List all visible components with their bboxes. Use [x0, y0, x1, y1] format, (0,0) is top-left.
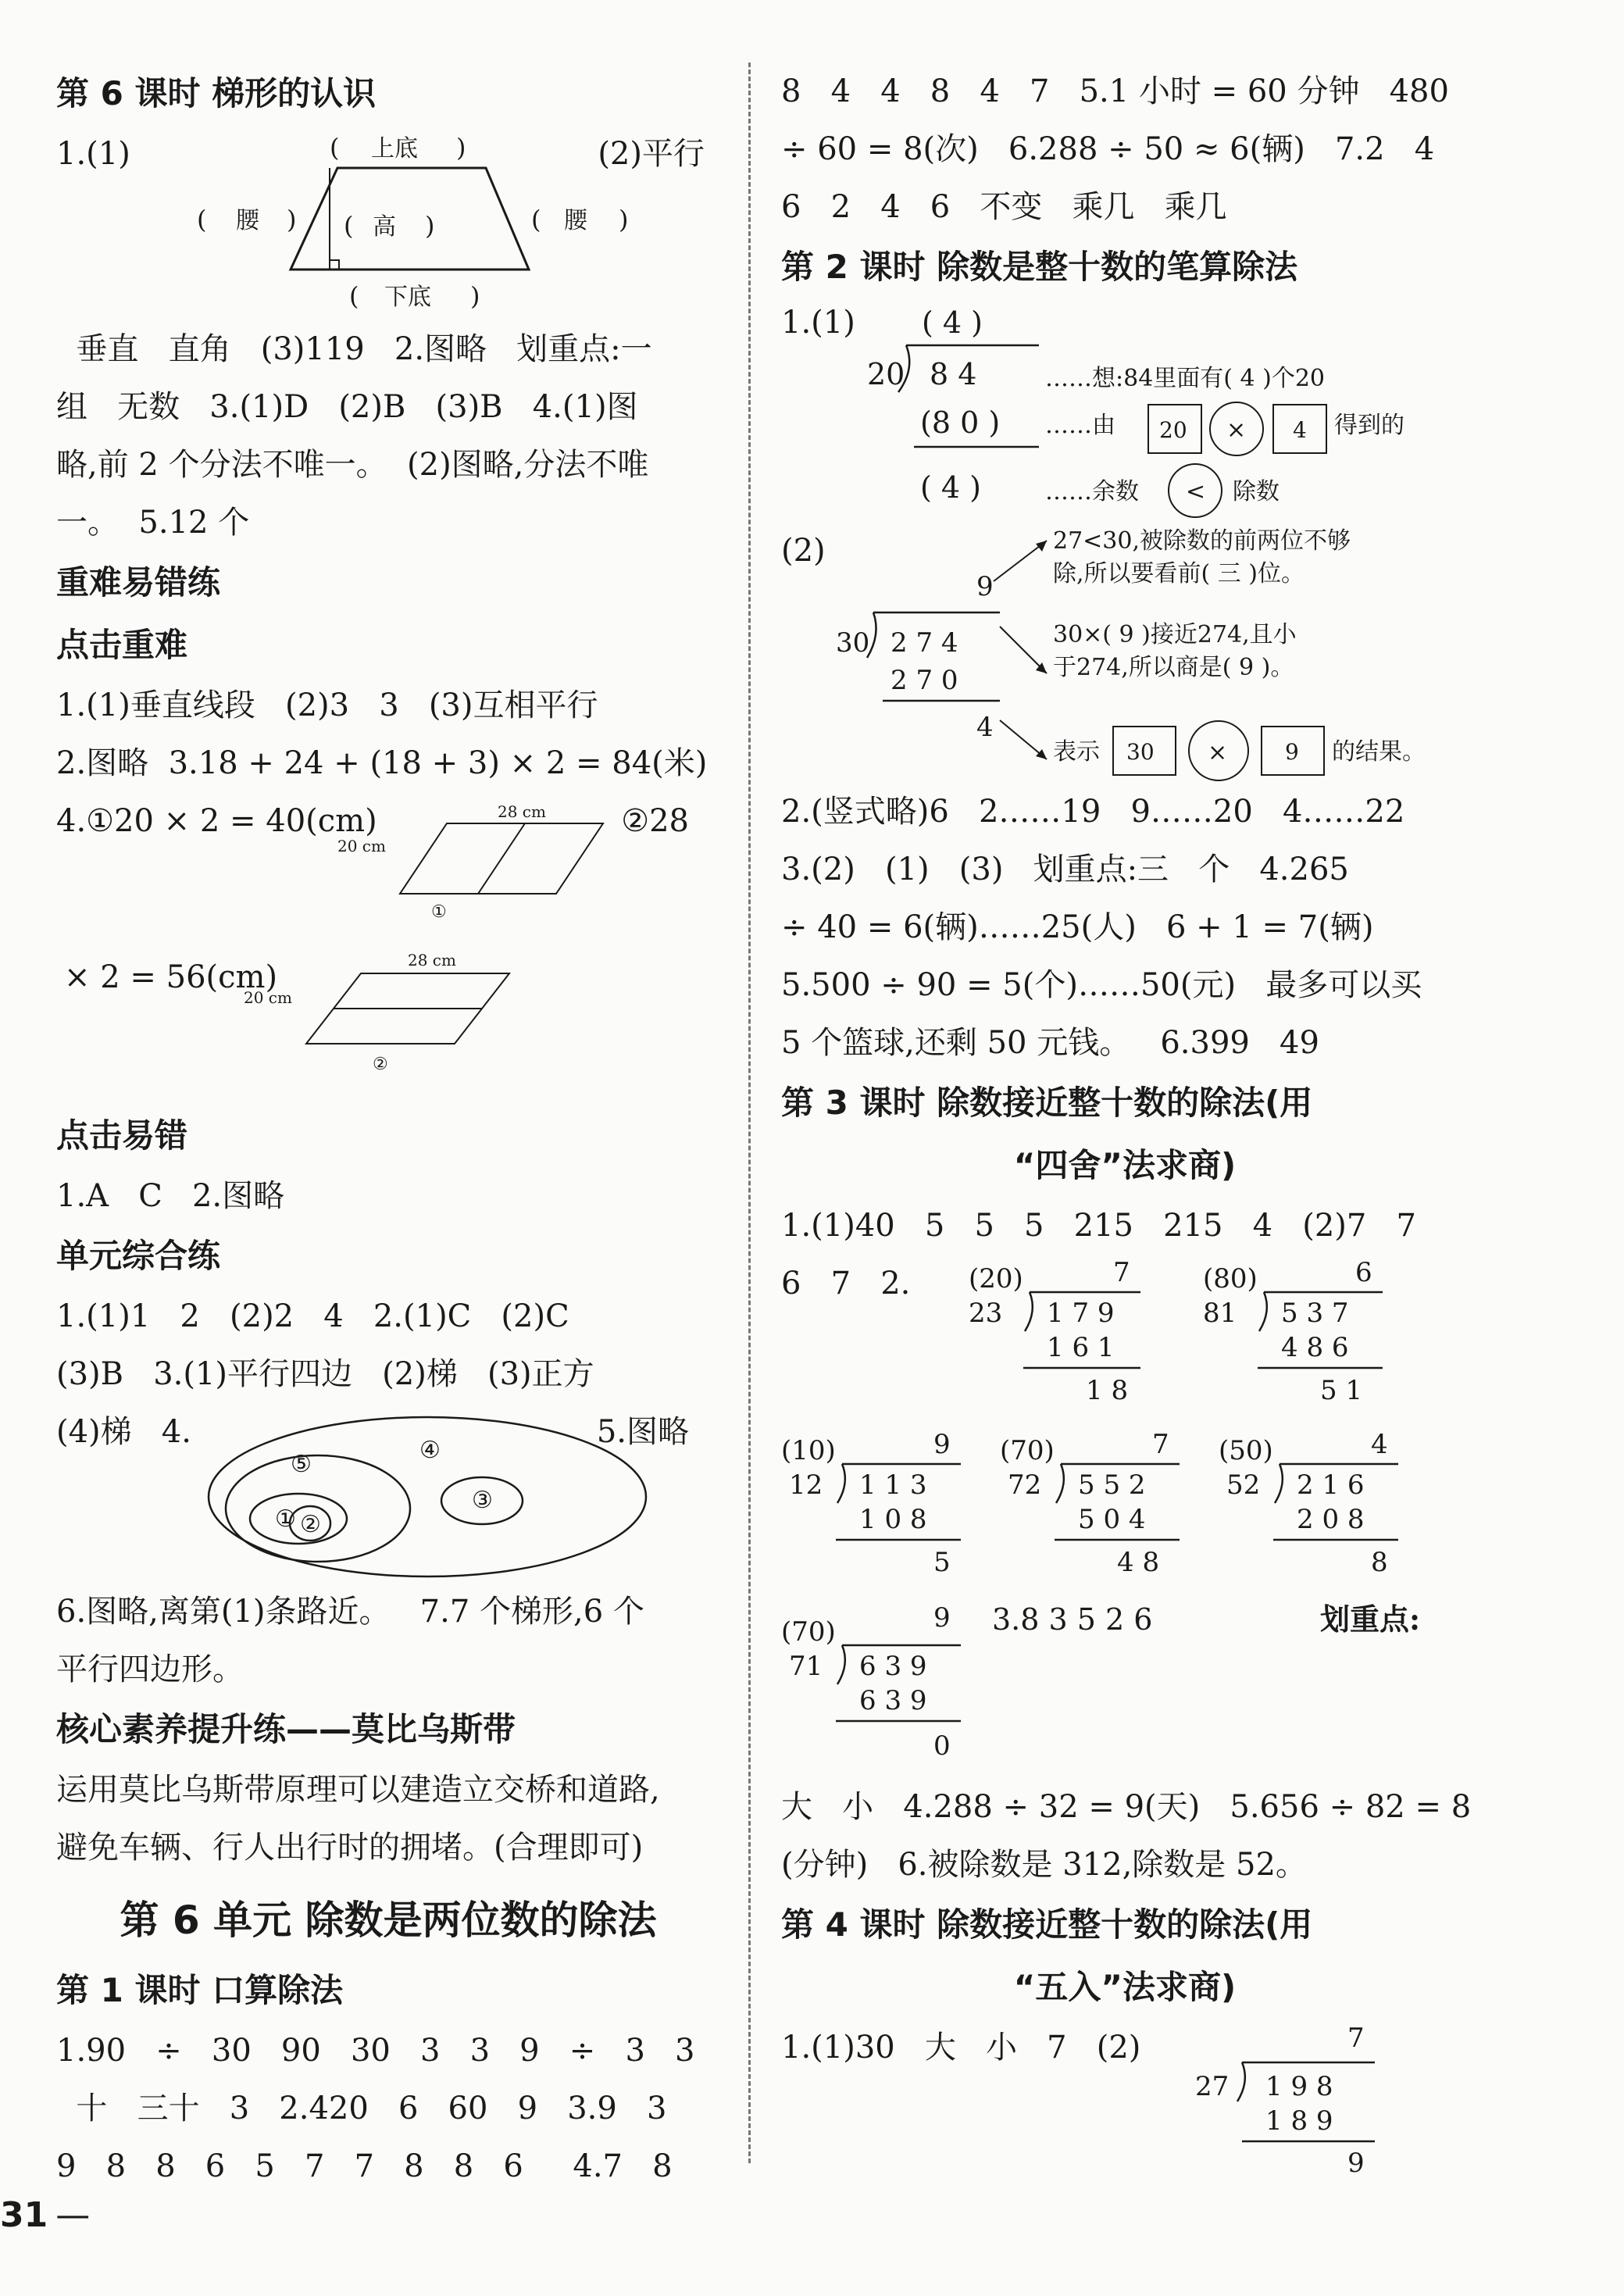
svg-text:(: ( [330, 133, 340, 162]
calc-divisor: 12 [789, 1469, 823, 1501]
venn-label-4: ④ [419, 1437, 441, 1464]
div2-divisor: 30 [836, 627, 870, 659]
left-column [56, 62, 720, 2195]
calc-row-3 [781, 1598, 1469, 1778]
calc-divisor: 72 [1008, 1469, 1042, 1501]
div2-note-1a: 27<30,被除数的前两位不够 [1053, 527, 1351, 555]
div1-note-1: ……想:84里面有( 4 )个20 [1045, 365, 1326, 392]
trapezoid-right-label: 腰 [564, 207, 587, 234]
parallelogram-2-top-label: 28 cm [408, 951, 456, 969]
calc-product: 1 8 9 [1265, 2105, 1333, 2137]
calc-divisor: 27 [1195, 2071, 1230, 2102]
parallelogram-2-side-label: 20 cm [244, 988, 292, 1007]
trapezoid-figure [103, 125, 650, 320]
calc-product: 1 6 1 [1047, 1332, 1115, 1363]
div1-note-3-post: 除数 [1233, 478, 1280, 505]
dy-q4-start: (4)梯 4. [56, 1414, 191, 1450]
calc-product: 5 0 4 [1078, 1504, 1146, 1535]
l2-line-5: 5 个篮球,还剩 50 元钱。 6.399 49 [781, 1025, 1319, 1061]
venn-label-1: ① [275, 1505, 296, 1533]
l3-end-line-2: (分钟) 6.被除数是 312,除数是 52。 [781, 1847, 1307, 1883]
unit-6-title: 第 6 单元 除数是两位数的除法 [120, 1898, 657, 1943]
dy-line-2: (3)B 3.(1)平行四边 (2)梯 (3)正方 [56, 1356, 594, 1392]
lesson-2-title: 第 2 课时 除数是整十数的笔算除法 [781, 248, 1298, 286]
l2-line-2: 3.(2) (1) (3) 划重点:三 个 4.265 [781, 852, 1349, 887]
calc-quotient: 9 [933, 1429, 951, 1460]
l2-line-1: 2.(竖式略)6 2……19 9……20 4……22 [781, 794, 1405, 830]
calc-quotient: 7 [1152, 1429, 1169, 1460]
div2-remainder: 4 [976, 712, 994, 743]
page-number-value: 31 [0, 2195, 48, 2235]
dy-q5: 5.图略 [596, 1414, 689, 1450]
calc-product: 1 0 8 [859, 1504, 927, 1535]
calc-row-2 [781, 1427, 1469, 1598]
div1-divisor: 20 [867, 357, 905, 391]
calc-remainder: 4 8 [1117, 1547, 1160, 1578]
page-number-dash: — [55, 2195, 91, 2235]
div2-note-2b: 于274,所以商是( 9 )。 [1053, 654, 1294, 681]
l2-line-3: ÷ 40 = 6(辆)……25(人) 6 + 1 = 7(辆) [781, 909, 1374, 945]
right-column [781, 62, 1472, 2179]
lesson-6-title: 第 6 课时 梯形的认识 [56, 74, 377, 112]
dy-line-7: 平行四边形。 [56, 1651, 244, 1687]
venn-label-2: ② [300, 1511, 321, 1538]
parallelogram-2-figure [244, 951, 603, 1112]
venn-block [56, 1403, 720, 1583]
svg-text:(: ( [349, 281, 359, 311]
calc-divisor: 52 [1226, 1469, 1261, 1501]
lesson-3-title-a: 第 3 课时 除数接近整十数的除法(用 [781, 1084, 1313, 1122]
l4-line-1: 1.(1)30 大 小 7 (2) [781, 2030, 1141, 2066]
div1-note-3-pre: ……余数 [1045, 478, 1139, 505]
calc-23 [969, 1257, 1140, 1406]
div1-dividend: 8 4 [930, 357, 977, 391]
div1-note-2-post: 得到的 [1334, 412, 1404, 439]
calc-remainder: 5 [933, 1547, 951, 1578]
q1-start: 1.(1) [56, 136, 130, 172]
div1-note-2-pre: ……由 [1045, 412, 1115, 439]
calc-52 [1219, 1429, 1398, 1578]
q4-part-c: × 2 = 56(cm) [64, 959, 278, 995]
r-top-line-1: 8 4 4 8 4 7 5.1 小时 = 60 分钟 480 [781, 73, 1449, 109]
div2-product: 2 7 0 [891, 665, 958, 696]
r-top-line-3: 6 2 4 6 不变 乘几 乘几 [781, 189, 1227, 225]
l1-line-2: 十 三十 3 2.420 6 60 9 3.9 3 [56, 2091, 667, 2126]
dy-line-1: 1.(1)1 2 (2)2 4 2.(1)C (2)C [56, 1298, 569, 1334]
l6-line-3: 略,前 2 个分法不唯一。 (2)图略,分法不唯 [56, 447, 649, 483]
lesson-4-title-a: 第 4 课时 除数接近整十数的除法(用 [781, 1905, 1313, 1944]
div2-note-3-post: 的结果。 [1332, 738, 1426, 766]
long-division-1 [781, 298, 1469, 525]
page-number [0, 2195, 90, 2235]
calc-dividend: 1 1 3 [859, 1469, 927, 1501]
dy-line-6: 6.图略,离第(1)条路近。 7.7 个梯形,6 个 [56, 1594, 644, 1630]
l2-q1-start: 1.(1) [781, 305, 855, 341]
svg-text:): ) [456, 133, 466, 162]
div2-note-3-pre: 表示 [1053, 738, 1100, 766]
div1-remainder: ( 4 ) [920, 470, 981, 505]
calc-l4-svg [781, 2019, 1469, 2179]
calc-quotient: 7 [1113, 1257, 1130, 1288]
calc-product: 6 3 9 [859, 1685, 927, 1716]
div1-box-1: 20 [1159, 417, 1187, 443]
calc-row-1-svg [781, 1255, 1469, 1427]
column-divider [748, 62, 751, 2163]
calc-hint: (10) [781, 1435, 836, 1466]
trapezoid-height-label: 高 [373, 213, 396, 241]
calc-hint: (20) [969, 1263, 1023, 1294]
svg-text:): ) [287, 205, 297, 234]
q1-part2: (2)平行 [598, 136, 705, 172]
trapezoid-top-label: 上底 [371, 135, 418, 162]
calc-remainder: 8 [1371, 1547, 1388, 1578]
calc-quotient: 6 [1355, 1257, 1372, 1288]
trapezoid-left-label: 腰 [236, 207, 259, 234]
div1-quotient: ( 4 ) [922, 305, 983, 340]
trapezoid-bottom-label: 下底 [384, 284, 431, 311]
q4-part-b: ②28 [621, 803, 689, 839]
calc-product: 4 8 6 [1281, 1332, 1349, 1363]
l3-line-2: 6 7 2. [781, 1266, 911, 1302]
div2-note-1b: 除,所以要看前( 三 )位。 [1053, 560, 1305, 587]
div1-cmp: < [1186, 478, 1206, 505]
l2-line-4: 5.500 ÷ 90 = 5(个)……50(元) 最多可以买 [781, 967, 1422, 1003]
r-top-line-2: ÷ 60 = 8(次) 6.288 ÷ 50 ≈ 6(辆) 7.2 4 [781, 131, 1435, 167]
l6-line-1: 垂直 直角 (3)119 2.图略 划重点:一 [56, 331, 652, 367]
hx-line-1: 运用莫比乌斯带原理可以建造立交桥和道路, [56, 1772, 660, 1808]
l6-line-2: 组 无数 3.(1)D (2)B (3)B 4.(1)图 [56, 389, 638, 425]
calc-row-2-svg [781, 1427, 1469, 1598]
svg-text:): ) [619, 205, 629, 234]
calc-remainder: 0 [933, 1730, 951, 1762]
venn-diagram [197, 1411, 666, 1591]
trapezoid-question [56, 125, 720, 320]
div1-op: × [1226, 416, 1247, 444]
calc-remainder: 1 8 [1086, 1375, 1129, 1406]
section-dianji-yicuo: 点击易错 [56, 1116, 188, 1155]
calc-quotient: 7 [1347, 2023, 1365, 2054]
calc-divisor: 81 [1203, 1298, 1237, 1329]
svg-text:): ) [425, 211, 435, 241]
calc-quotient: 4 [1371, 1429, 1388, 1460]
div2-op: × [1208, 739, 1228, 766]
parallelogram-2-mark: ② [373, 1055, 388, 1074]
lesson-3-title-b: “四舍”法求商) [1013, 1146, 1237, 1184]
venn-label-5: ⑤ [291, 1451, 312, 1478]
svg-text:(: ( [531, 205, 541, 234]
calc-72 [1000, 1429, 1180, 1578]
venn-label-3: ③ [472, 1487, 493, 1514]
calc-quotient: 9 [933, 1602, 951, 1634]
l3-row3-bold: 划重点: [1320, 1601, 1421, 1637]
calc-81 [1203, 1257, 1383, 1406]
calc-divisor: 23 [969, 1298, 1003, 1329]
div1-product: (8 0 ) [920, 405, 1001, 440]
calc-dividend: 6 3 9 [859, 1651, 927, 1682]
zn-line-2: 2.图略 3.18 + 24 + (18 + 3) × 2 = 84(米) [56, 745, 708, 781]
calc-dividend: 1 7 9 [1047, 1298, 1115, 1329]
calc-row-3-svg [781, 1598, 1469, 1778]
div2-box-2: 9 [1285, 739, 1299, 765]
calc-dividend: 2 1 6 [1297, 1469, 1365, 1501]
section-zhongnan: 重难易错练 [56, 563, 221, 602]
svg-text:(: ( [344, 211, 354, 241]
section-danyuan: 单元综合练 [56, 1237, 221, 1275]
parallelogram-1-block [56, 792, 720, 948]
svg-text:): ) [470, 281, 480, 311]
hx-line-2: 避免车辆、行人出行时的拥堵。(合理即可) [56, 1830, 644, 1866]
calc-dividend: 5 3 7 [1281, 1298, 1349, 1329]
calc-hint: (70) [781, 1616, 836, 1648]
calc-27 [1195, 2023, 1375, 2179]
calc-dividend: 5 5 2 [1078, 1469, 1146, 1501]
parallelogram-1-top-label: 28 cm [498, 802, 546, 821]
lesson-1-title: 第 1 课时 口算除法 [56, 1971, 344, 2009]
l2-q1-2: (2) [781, 533, 826, 569]
q4-part-a: 4.①20 × 2 = 40(cm) [56, 803, 377, 839]
calc-remainder: 5 1 [1320, 1375, 1363, 1406]
div1-box-2: 4 [1293, 417, 1307, 443]
l6-line-4: 一。 5.12 个 [56, 505, 250, 541]
calc-divisor: 71 [789, 1651, 823, 1682]
section-dianji-zhongnan: 点击重难 [56, 626, 188, 664]
calc-product: 2 0 8 [1297, 1504, 1365, 1535]
calc-remainder: 9 [1347, 2148, 1365, 2179]
parallelogram-1-side-label: 20 cm [337, 837, 386, 855]
long-division-1-svg [781, 298, 1469, 525]
calc-hint: (70) [1000, 1435, 1055, 1466]
parallelogram-1-figure [337, 802, 666, 964]
div2-box-1: 30 [1126, 739, 1155, 765]
div2-note-2a: 30×( 9 )接近274,且小 [1053, 621, 1297, 648]
l3-end-line-1: 大 小 4.288 ÷ 32 = 9(天) 5.656 ÷ 82 = 8 [781, 1789, 1472, 1825]
yicuo-line: 1.A C 2.图略 [56, 1178, 285, 1214]
parallelogram-2-block [56, 948, 720, 1105]
parallelogram-1-mark: ① [431, 902, 447, 922]
long-division-2-svg [781, 525, 1469, 783]
svg-text:(: ( [197, 205, 207, 234]
lesson-4-title-b: “五入”法求商) [1013, 1968, 1237, 2006]
calc-row-1 [781, 1255, 1469, 1427]
calc-hint: (50) [1219, 1435, 1273, 1466]
calc-12 [781, 1429, 961, 1578]
calc-71 [781, 1602, 961, 1762]
l3-row3-text: 3.8 3 5 2 6 [992, 1602, 1153, 1637]
calc-hint: (80) [1203, 1263, 1258, 1294]
section-hexin: 核心素养提升练——莫比乌斯带 [56, 1710, 516, 1748]
div2-dividend: 2 7 4 [891, 627, 958, 659]
l1-line-3: 9 8 8 6 5 7 7 8 8 6 4.7 8 [56, 2148, 673, 2184]
div2-quotient: 9 [976, 571, 994, 602]
l1-line-1: 1.90 ÷ 30 90 30 3 3 9 ÷ 3 3 [56, 2033, 695, 2069]
calc-dividend: 1 9 8 [1265, 2071, 1333, 2102]
long-division-2 [781, 525, 1469, 783]
l4-block [781, 2019, 1469, 2179]
zn-line-1: 1.(1)垂直线段 (2)3 3 (3)互相平行 [56, 687, 598, 723]
l3-line-1: 1.(1)40 5 5 5 215 215 4 (2)7 7 [781, 1208, 1416, 1244]
